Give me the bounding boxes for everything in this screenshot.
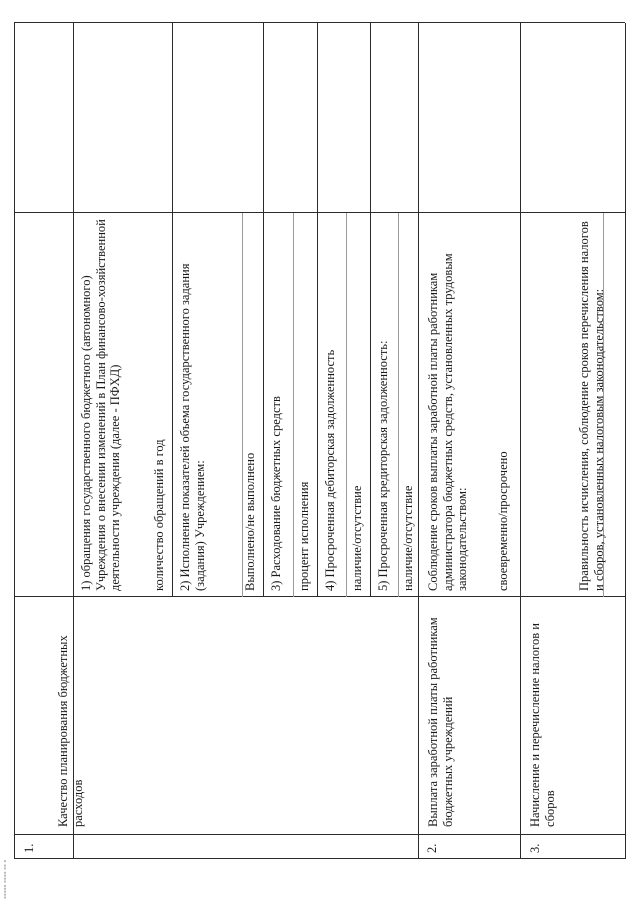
criterion-text: 2) Исполнение показателей объема государственного задания (задания) Учреждением: (178, 263, 207, 591)
criterion-text: 4) Просроченная дебиторская задолженность (323, 349, 337, 591)
row-number: 2. (425, 843, 439, 853)
criterion-measure: своевременно/просрочено (496, 451, 510, 591)
row-number: 3. (528, 843, 542, 853)
criterion-text: 1) обращения государственного бюджетного (автономного) Учреждения о внесении изменений в План финансово-хозяйственной деятельности учреждения (далее - ПФХД) (79, 219, 122, 591)
criterion-measure: количество обращений в год (152, 439, 166, 591)
criterion-measure: процент исполнения (297, 481, 311, 591)
criterion-text: Соблюдение сроков выплаты заработной платы работникам администратора бюджетных средств, установленных трудовым законодательством: (426, 253, 469, 591)
criterion-text: 5) Просроченная кредиторская задолженность: (376, 340, 390, 591)
row-name: Выплата заработной платы работникам бюджетных учреждений (426, 617, 455, 827)
scan-stamp-mark: ▪▪▪▪▪ ▪▪▪▪ ▪▪ ▪ (2, 859, 7, 899)
row-name: Качество планирования бюджетных расходов (56, 635, 85, 827)
criterion-text: 3) Расходование бюджетных средств (269, 396, 283, 591)
row-name: Начисление и перечисление налогов и сборов (528, 623, 557, 827)
criterion-measure: наличие/отсутствие (350, 485, 364, 591)
criterion-measure: наличие/отсутствие (401, 485, 415, 591)
criterion-text: Правильность исчисления, соблюдение сроков перечисления налогов и сборов, установленных налоговым законодательством: (577, 221, 606, 591)
criterion-measure: Выполнено/не выполнено (243, 452, 257, 591)
row-number: 1. (22, 843, 36, 853)
